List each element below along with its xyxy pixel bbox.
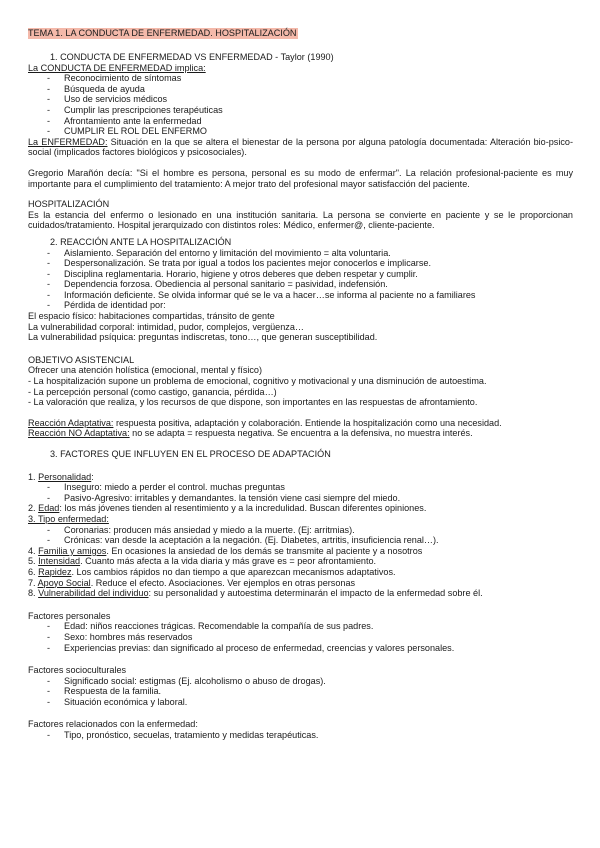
section-2-heading: 2. REACCIÓN ANTE LA HOSPITALIZACIÓN — [50, 236, 232, 247]
no-adaptativa-text: no se adapta = respuesta negativa. Se encuentra a la defensiva, no muestra interés. — [129, 428, 473, 439]
relacionados-heading: Factores relacionados con la enfermedad: — [28, 719, 198, 730]
factor-label: Personalidad — [38, 471, 92, 482]
list-item: - Respuesta de la familia. — [28, 686, 573, 697]
list-item: - Edad: niños reacciones trágicas. Recomendable la compañía de sus padres. — [28, 621, 573, 632]
factor-number: 5. — [28, 556, 39, 567]
factor-text: : los más jóvenes tienden al resentimiento y a la incredulidad. Buscan diferentes opiniones. — [59, 503, 427, 514]
factor-text: . Los cambios rápidos no dan tiempo a que aparezcan mecanismos adaptativos. — [71, 566, 396, 577]
identity-line: La vulnerabilidad psíquica: preguntas indiscretas, tono…, que generan susceptibilidad. — [28, 332, 378, 343]
factor-text: . Reduce el efecto. Asociaciones. Ver ejemplos en otras personas — [90, 577, 356, 588]
objetivo-line: Ofrecer una atención holística (emocional, mental y físico) — [28, 365, 263, 376]
adaptativa-text: respuesta positiva, adaptación y colaboración. Entiende la hospitalización como una necesidad. — [113, 417, 502, 428]
reaccion-adaptativa — [28, 418, 573, 429]
identity-line: El espacio físico: habitaciones compartidas, tránsito de gente — [28, 311, 275, 322]
section-3-heading: 3. FACTORES QUE INFLUYEN EN EL PROCESO DE ADAPTACIÓN — [50, 449, 331, 459]
list-item: - Situación económica y laboral. — [28, 697, 573, 708]
list-item: - Sexo: hombres más reservados — [28, 632, 573, 643]
personales-heading: Factores personales — [28, 610, 111, 621]
factor-number: 1. — [28, 471, 39, 482]
reaccion-no-adaptativa — [28, 428, 573, 439]
factor-tipo-enfermedad: 3. Tipo enfermedad: — [28, 513, 109, 524]
list-item: - CUMPLIR EL ROL DEL ENFERMO — [28, 126, 573, 137]
factor-intensidad — [28, 556, 573, 567]
maranon-paragraph: Gregorio Marañón decía: "Si el hombre es persona, personal es su modo de enfermar". La relación profesional-paciente es muy importante para el cumplimiento del tratamiento: A mejor trato del profesional mayor satisfacción del paciente. — [28, 167, 573, 189]
objetivo-line: - La valoración que realiza, y los recursos de que dispone, son importantes en las respuestas de afrontamiento. — [28, 397, 478, 408]
factor-label: Apoyo Social — [37, 577, 91, 588]
list-item: - Pérdida de identidad por: — [28, 300, 573, 311]
document-page — [28, 28, 573, 741]
list-item: - Uso de servicios médicos — [28, 94, 573, 105]
list-item: - Cumplir las prescripciones terapéuticas — [28, 105, 573, 116]
list-item: - Disciplina reglamentaria. Horario, higiene y otros deberes que deben respetar y cumplir. — [28, 269, 573, 280]
hospitalizacion-paragraph: Es la estancia del enfermo o lesionado en una institución sanitaria. La persona se convierte en paciente y se le proporcionan cuidados/tratamiento. Hospital jerarquizado con distintos roles: Médico, enfermer@, cliente-paciente. — [28, 209, 573, 231]
factor-text: . Cuanto más afecta a la vida diaria y más grave es = peor afrontamiento. — [80, 556, 377, 567]
factor-apoyo-social — [28, 578, 573, 589]
factor-number: 6. — [28, 566, 39, 577]
list-item: - Pasivo-Agresivo: irritables y demandantes. la tensión viene casi siempre del miedo. — [28, 493, 573, 504]
objetivo-line: - La hospitalización supone un problema de emocional, cognitivo y motivacional y una disminución de autoestima. — [28, 376, 487, 387]
factor-text: . En ocasiones la ansiedad de los demás se transmite al paciente y a nosotros — [106, 545, 423, 556]
adaptativa-label: Reacción Adaptativa: — [28, 417, 114, 428]
list-item: - Tipo, pronóstico, secuelas, tratamiento y medidas terapéuticas. — [28, 730, 573, 741]
list-item: - Aislamiento. Separación del entorno y limitación del movimiento = alta voluntaria. — [28, 248, 573, 259]
factor-number: 4. — [28, 545, 39, 556]
factor-text: : — [91, 471, 94, 482]
list-item: - Inseguro: miedo a perder el control. muchas preguntas — [28, 482, 573, 493]
list-item: - Afrontamiento ante la enfermedad — [28, 116, 573, 127]
conducta-implica-label: La CONDUCTA DE ENFERMEDAD implica: — [28, 62, 206, 73]
enfermedad-label: La ENFERMEDAD: — [28, 136, 108, 147]
list-item: - Coronarias: producen más ansiedad y miedo a la muerte. (Ej: arritmias). — [28, 525, 573, 536]
list-item: - Despersonalización. Se trata por igual a todos los pacientes mejor conocerlos e implicarse. — [28, 258, 573, 269]
factor-label: Intensidad — [38, 556, 81, 567]
list-item: - Información deficiente. Se olvida informar qué se le va a hacer…se informa al paciente no a familiares — [28, 290, 573, 301]
factor-label: Familia y amigos — [38, 545, 107, 556]
factor-personalidad — [28, 472, 573, 483]
socioculturales-heading: Factores socioculturales — [28, 665, 127, 676]
factor-label: Rapidez — [38, 566, 72, 577]
list-item: - Reconocimiento de síntomas — [28, 73, 573, 84]
identity-line: La vulnerabilidad corporal: intimidad, pudor, complejos, vergüenza… — [28, 321, 305, 332]
factor-text: : su personalidad y autoestima determinarán el impacto de la enfermedad sobre él. — [148, 588, 483, 599]
list-item: - Experiencias previas: dan significado al proceso de enfermedad, creencias y valores personales. — [28, 643, 573, 654]
document-title: TEMA 1. LA CONDUCTA DE ENFERMEDAD. HOSPITALIZACIÓN — [28, 28, 297, 38]
enfermedad-paragraph — [28, 137, 573, 158]
factor-number: 7. — [28, 577, 38, 588]
factor-number: 8. — [28, 588, 39, 599]
enfermedad-text: Situación en la que se altera el bienestar de la persona por alguna patología documentada: Alteración bio-psico-social (implicados factores biológicos y psicosociales). — [28, 136, 573, 158]
factor-number: 2. — [28, 503, 39, 514]
list-item: - Crónicas: van desde la aceptación a la negación. (Ej. Diabetes, artritis, insuficiencia renal…). — [28, 535, 573, 546]
section-1-heading: 1. CONDUCTA DE ENFERMEDAD VS ENFERMEDAD - Taylor (1990) — [50, 52, 334, 62]
factor-rapidez — [28, 567, 573, 578]
objetivo-line: - La percepción personal (como castigo, ganancia, pérdida…) — [28, 386, 277, 397]
factor-edad — [28, 503, 573, 514]
list-item: - Significado social: estigmas (Ej. alcoholismo o abuso de drogas). — [28, 676, 573, 687]
list-item: - Búsqueda de ayuda — [28, 84, 573, 95]
factor-vulnerabilidad — [28, 588, 573, 599]
list-item: - Dependencia forzosa. Obediencia al personal sanitario = pasividad, indefensión. — [28, 279, 573, 290]
no-adaptativa-label: Reacción NO Adaptativa: — [28, 428, 130, 439]
factor-label: Vulnerabilidad del individuo — [38, 588, 149, 599]
hospitalizacion-heading: HOSPITALIZACIÓN — [28, 199, 110, 210]
factor-label: Edad — [38, 503, 60, 514]
objetivo-heading: OBJETIVO ASISTENCIAL — [28, 354, 135, 365]
factor-familia — [28, 546, 573, 557]
